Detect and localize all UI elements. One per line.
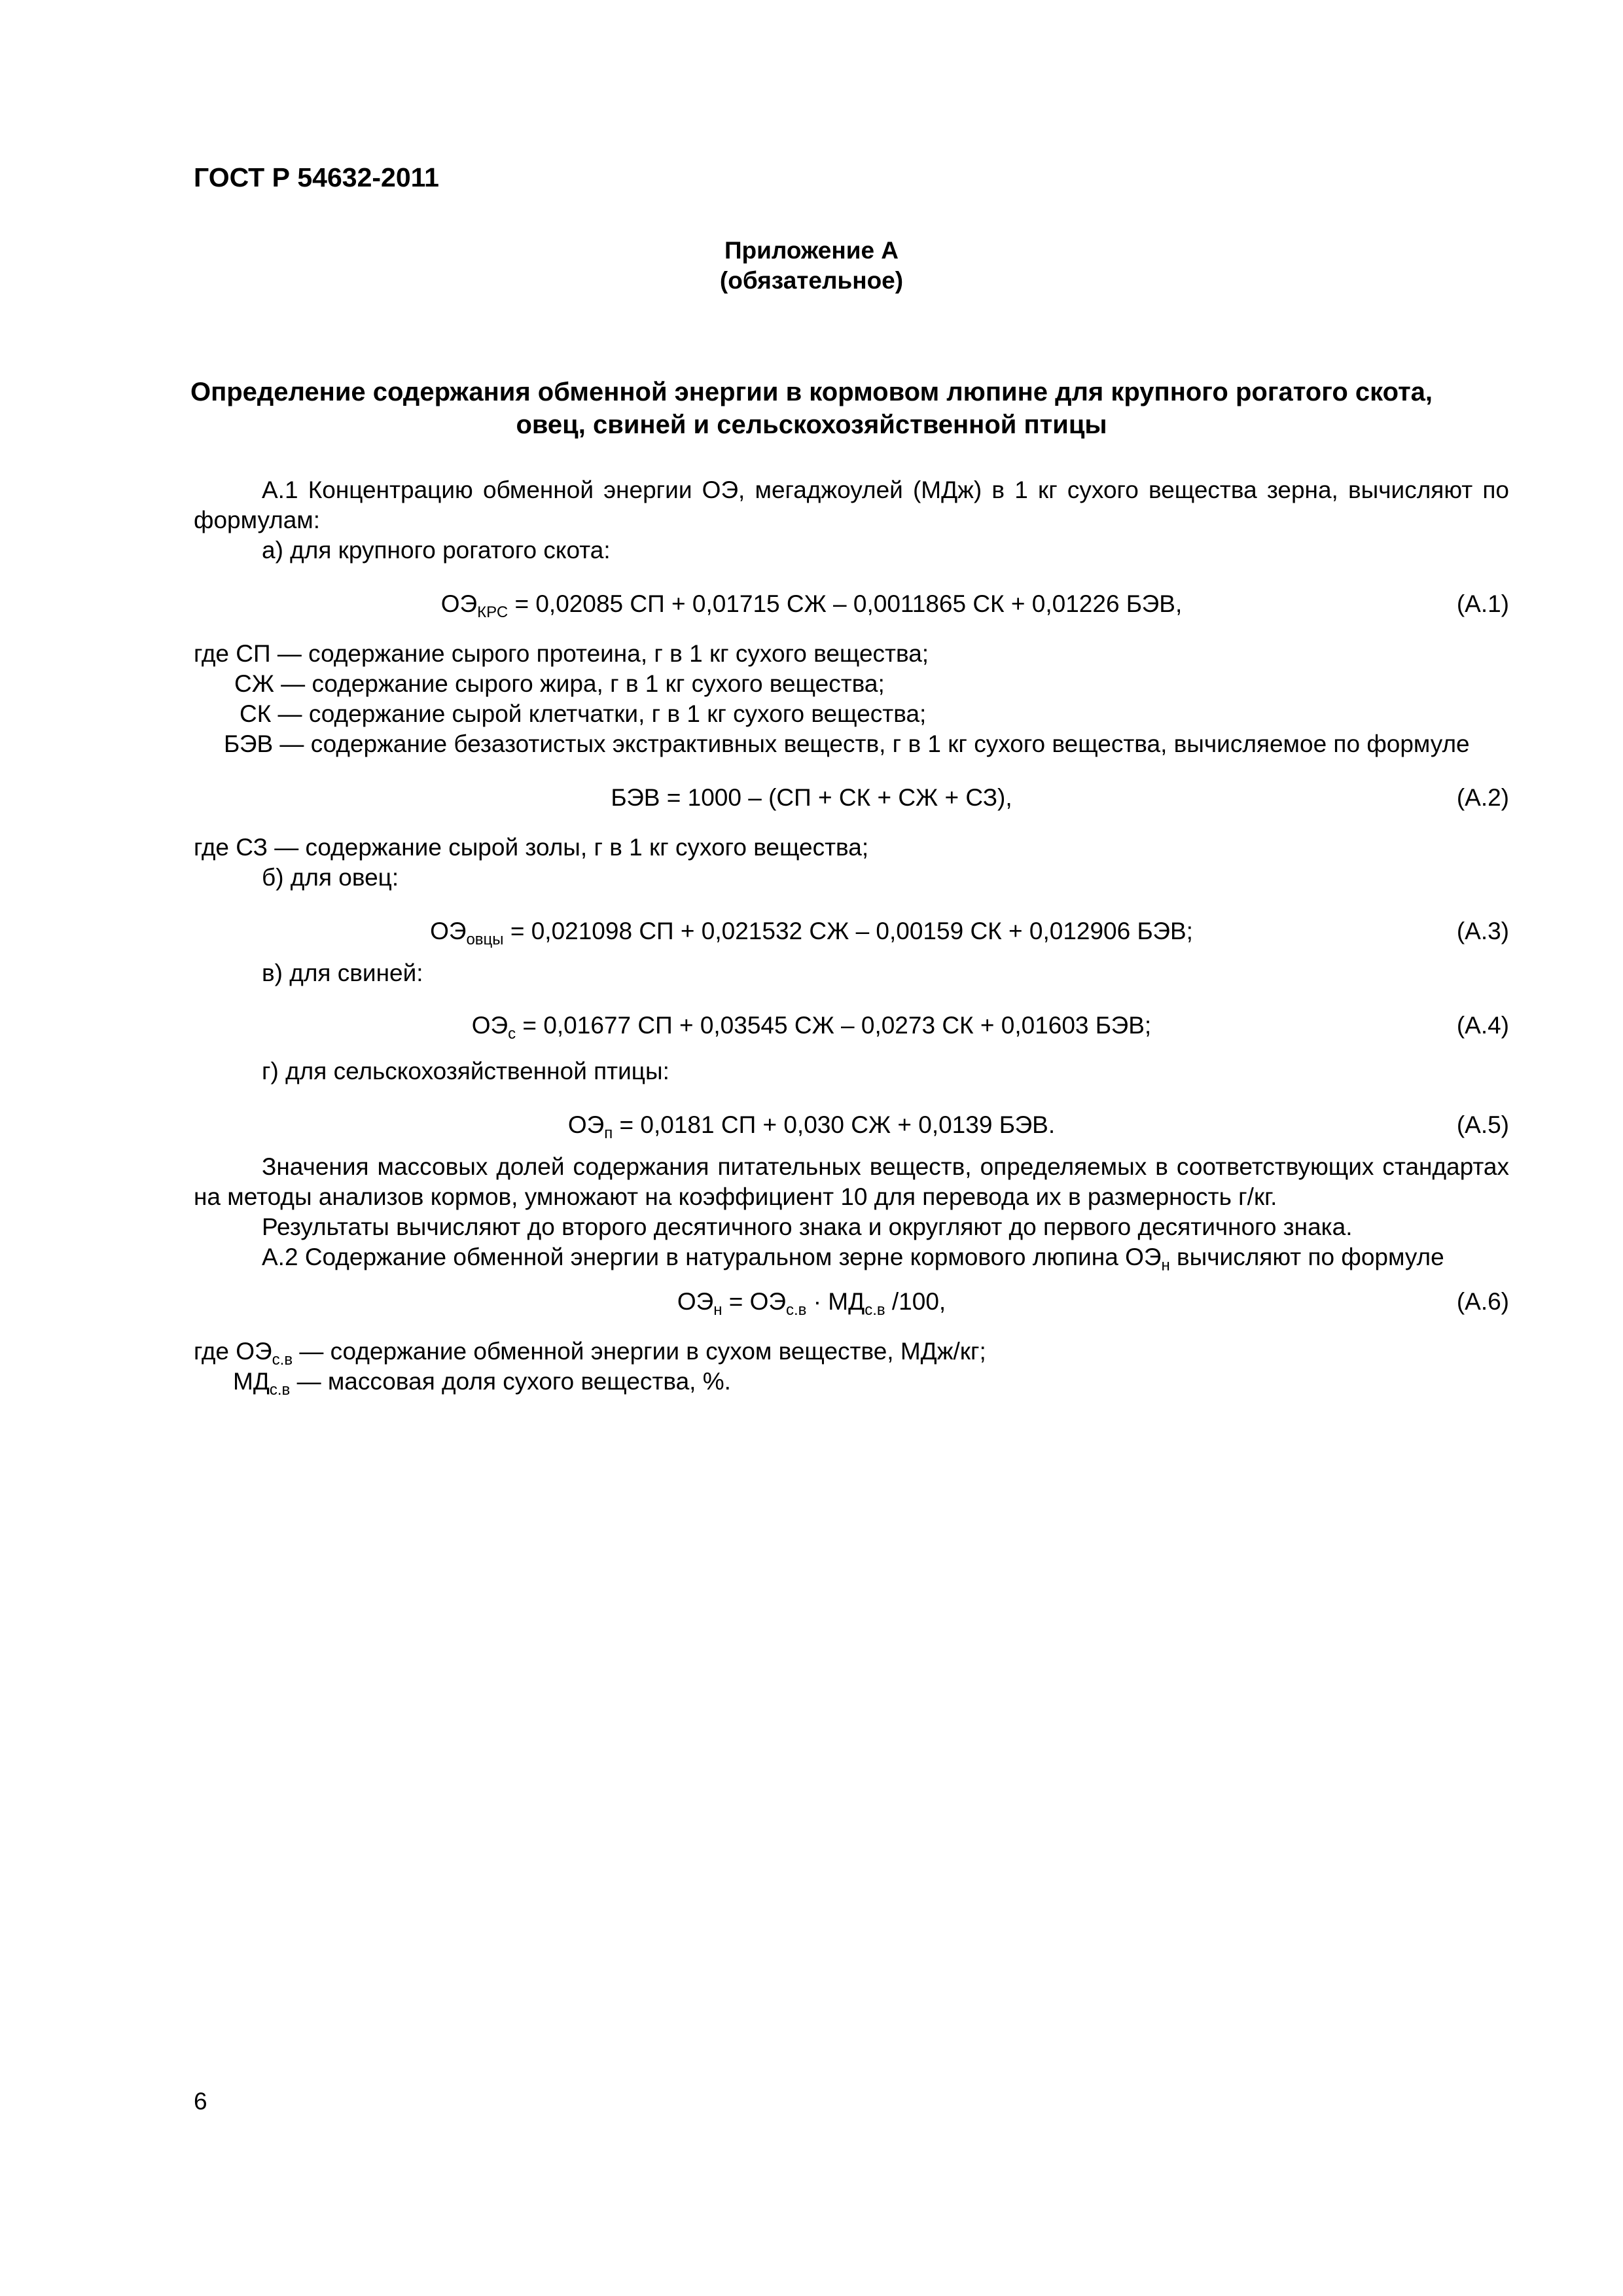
paragraph-a2 [262,1242,1444,1272]
formula-a1-lhs: ОЭ [440,590,478,617]
where-md-sv-text: — массовая доля сухого вещества, %. [290,1368,731,1395]
section-title-line-2: овец, свиней и сельскохозяйственной птицы [516,410,1107,439]
formula-a2: БЭВ = 1000 – (СП + СК + СЖ + СЗ), [611,784,1012,811]
formula-a6-sub-3: с.в [865,1301,885,1319]
where-oe-sv-subscript: с.в [272,1351,293,1369]
paragraph-a2-subscript: н [1161,1257,1170,1274]
formula-a5-rhs: = 0,0181 СП + 0,030 СЖ + 0,0139 БЭВ. [613,1111,1056,1138]
formula-a6-part-2: = ОЭ [722,1288,786,1315]
where-md-sv [233,1367,731,1397]
formula-a3-subscript: овцы [466,931,504,948]
where-sz: где СЗ — содержание сырой золы, г в 1 кг сухого вещества; [194,834,869,861]
paragraph-rounding: Результаты вычисляют до второго десятичного знака и округляют до первого десятичного знака. [262,1213,1353,1240]
formula-a4-subscript: с [508,1025,516,1043]
where-sk: СК — содержание сырой клетчатки, г в 1 кг сухого вещества; [240,700,927,727]
formula-a2-number: (А.2) [1456,784,1509,811]
paragraph-a2-text: А.2 Содержание обменной энергии в натуральном зерне кормового люпина ОЭ [262,1244,1162,1270]
formula-a3-rhs: = 0,021098 СП + 0,021532 СЖ – 0,00159 СК + 0,012906 БЭВ; [503,918,1193,944]
where-md-sv-subscript: с.в [269,1381,291,1399]
formula-a6-part-3: · МД [806,1288,865,1315]
formula-a1-number: (А.1) [1456,590,1509,617]
formula-a5-number: (А.5) [1456,1111,1509,1138]
formula-a4-number: (А.4) [1456,1012,1509,1039]
section-title-line-1: Определение содержания обменной энергии в кормовом люпине для крупного рогатого скота, [190,378,1433,406]
formula-a4-rhs: = 0,01677 СП + 0,03545 СЖ – 0,0273 СК + 0,01603 БЭВ; [516,1012,1152,1039]
paragraph-a2-tail: вычисляют по формуле [1169,1244,1444,1270]
paragraph-mass-fractions: Значения массовых долей содержания питательных веществ, определяемых в соответствующих стандартах на методы анализов кормов, умножают на коэффициент 10 для перевода их в размерность г/кг. [194,1153,1509,1210]
paragraph-a1-intro: А.1 Концентрацию обменной энергии ОЭ, мегаджоулей (МДж) в 1 кг сухого вещества зерна, вычисляют по формулам: [194,476,1509,533]
where-oe-sv-text: — содержание обменной энергии в сухом веществе, МДж/кг; [293,1338,986,1365]
where-md-sv-symbol: МД [233,1368,270,1395]
list-item-b: б) для овец: [262,864,399,891]
formula-a1-rhs: = 0,02085 СП + 0,01715 СЖ – 0,0011865 СК + 0,01226 БЭВ, [508,590,1183,617]
document-code: ГОСТ Р 54632-2011 [194,162,439,192]
where-oe-sv-symbol: где ОЭ [194,1338,272,1365]
formula-a5-lhs: ОЭ [567,1111,605,1138]
where-oe-sv [194,1336,986,1367]
appendix-status: (обязательное) [719,267,904,294]
list-item-g: г) для сельскохозяйственной птицы: [262,1058,669,1085]
formula-a6-part-1: ОЭ [677,1288,714,1315]
formula-a1 [0,589,1623,619]
formula-a5-subscript: п [604,1124,613,1142]
section-title [0,376,1623,441]
where-bev: БЭВ — содержание безазотистых экстрактивных веществ, г в 1 кг сухого вещества, вычисляемое по формуле [224,730,1470,757]
appendix-heading [0,236,1623,296]
page-number: 6 [194,2088,207,2115]
formula-a6-number: (А.6) [1456,1288,1509,1315]
appendix-title: Приложение А [724,237,899,264]
formula-a6-sub-1: н [713,1301,722,1319]
formula-a3 [0,916,1623,946]
where-szh: СЖ — содержание сырого жира, г в 1 кг сухого вещества; [234,670,885,697]
formula-a5 [0,1110,1623,1140]
formula-a3-number: (А.3) [1456,918,1509,944]
formula-a4 [0,1011,1623,1041]
list-item-a: а) для крупного рогатого скота: [262,537,611,564]
where-sp: где СП — содержание сырого протеина, г в 1 кг сухого вещества; [194,640,929,667]
list-item-v: в) для свиней: [262,960,423,986]
formula-a3-lhs: ОЭ [430,918,467,944]
formula-a4-lhs: ОЭ [471,1012,508,1039]
formula-a6-sub-2: с.в [786,1301,807,1319]
formula-a1-subscript: КРС [477,603,508,621]
formula-a6-part-4: /100, [885,1288,946,1315]
formula-a6 [0,1287,1623,1317]
